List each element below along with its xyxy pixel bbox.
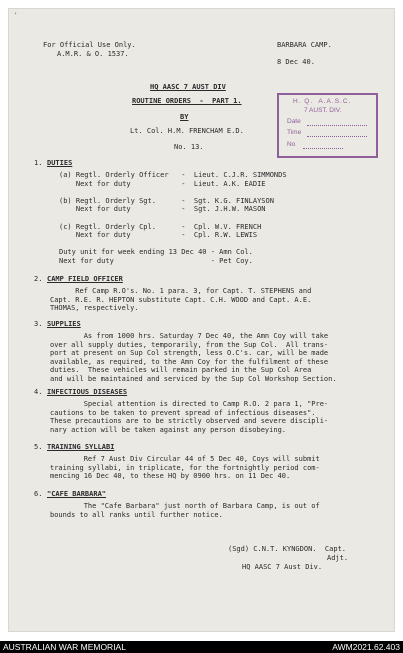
archive-name: AUSTRALIAN WAR MEMORIAL — [3, 642, 126, 652]
section-text-line: Duty unit for week ending 13 Dec 40 - Amn Col. — [59, 248, 253, 257]
section-text-line: Next for duty - Sgt. J.H.W. MASON — [59, 205, 266, 214]
camp-name: BARBARA CAMP. — [277, 41, 332, 49]
section-text-line: nary action will be taken against any person disobeying. — [50, 425, 287, 434]
section-title: "CAFE BARBARA" — [47, 490, 107, 498]
section-text-line: available, as required, to the Amn Coy for the fulfilment of these — [50, 357, 329, 366]
section-text-line: (a) Regtl. Orderly Officer - Lieut. C.J.R. SIMMONDS — [59, 171, 287, 179]
section-text-line: training syllabi, in triplicate, for the fortnightly period com- — [50, 463, 320, 472]
section-number: 1. — [34, 159, 43, 167]
section-text-line: THOMAS, respectively. — [50, 304, 139, 313]
archive-reference: AWM2021.62.403 — [332, 642, 400, 652]
archive-footer — [0, 641, 403, 653]
stamp-division-label: 7 AUST. DIV. — [304, 107, 342, 114]
section-text-line: Next for duty - Lieut. A.K. EADIE — [59, 179, 266, 188]
signature-unit: HQ AASC 7 Aust Div. — [242, 563, 323, 571]
stamp-no-line — [303, 148, 343, 149]
section-number: 4. — [34, 388, 43, 396]
document-date: 8 Dec 40. — [277, 58, 315, 66]
section-title: TRAINING SYLLABI — [47, 443, 115, 451]
section-text-line: Capt. R.E. R. HEPTON substitute Capt. C.H. WOOD and Capt. A.E. — [50, 295, 312, 304]
section-number: 6. — [34, 490, 43, 498]
stamp-time-label: Time — [287, 129, 302, 136]
section-text-line: Ref 7 Aust Div Circular 44 of 5 Dec 40, Coys will submit — [50, 455, 320, 463]
section-text-line: Special attention is directed to Camp R.O. 2 para 1, "Pre- — [50, 400, 329, 408]
stamp-date-label: Date — [287, 118, 301, 125]
section-text-line: and will be maintained and serviced by the Sup Col Workshop Section. — [50, 375, 337, 383]
by-label: BY — [180, 113, 189, 121]
section-text-line: bounds to all ranks until further notice. — [50, 510, 223, 519]
received-stamp — [277, 93, 378, 158]
section-title: DUTIES — [47, 159, 73, 167]
orders-title: ROUTINE ORDERS - PART 1. — [132, 97, 242, 105]
stamp-time-line — [307, 136, 367, 137]
section-text-line: (c) Regtl. Orderly Cpl. - Cpl. W.V. FRENCH — [59, 222, 262, 231]
section-text-line: The "Cafe Barbara" just north of Barbara Camp, is out of — [50, 502, 320, 510]
stamp-no-label: No — [287, 141, 296, 148]
section-text-line: over all supply duties, temporarily, from the Sup Col. All trans- — [50, 340, 329, 349]
section-text-line: These precautions are to be strictly observed and severe discipli- — [50, 417, 329, 426]
stamp-date-line — [307, 125, 367, 126]
signature-line: (Sgd) C.N.T. KYNGDON. Capt. — [228, 545, 347, 553]
section-text-line: cautions to be taken to prevent spread of infectious diseases". — [50, 408, 316, 417]
section-text-line: Ref Camp R.O's. No. 1 para. 3, for Capt. T. STEPHENS and — [50, 287, 312, 295]
section-text-line: Next for duty - Pet Coy. — [59, 257, 253, 265]
section-number: 3. — [34, 320, 43, 328]
order-number: No. 13. — [174, 143, 204, 151]
section-title: INFECTIOUS DISEASES — [47, 388, 128, 396]
section-text-line: mencing 16 Dec 40, to these HQ by 0900 hrs. on 11 Dec 40. — [50, 472, 291, 481]
section-number: 2. — [34, 275, 43, 283]
corner-mark: ' — [14, 12, 18, 19]
unit-heading: HQ AASC 7 AUST DIV — [150, 83, 226, 91]
section-number: 5. — [34, 443, 43, 451]
section-text-line: (b) Regtl. Orderly Sgt. - Sgt. K.G. FINLAYSON — [59, 196, 274, 205]
section-title: SUPPLIES — [47, 320, 81, 328]
stamp-hq-label: H. Q. A.A.S.C. — [293, 98, 352, 105]
official-use-label: For Official Use Only. — [43, 41, 136, 49]
signature-appointment: Adjt. — [327, 554, 349, 562]
section-text-line: Next for duty - Cpl. R.W. LEWIS — [59, 231, 258, 240]
commanding-officer: Lt. Col. H.M. FRENCHAM E.D. — [130, 127, 244, 135]
section-text-line: port at present on Sup Col strength, less O.C's. car, will be made — [50, 349, 329, 358]
section-text-line: duties. These vehicles will remain parked in the Sup Col Area — [50, 366, 312, 375]
section-title: CAMP FIELD OFFICER — [47, 275, 123, 283]
form-number: A.M.R. & O. 1537. — [57, 50, 129, 58]
section-text-line: As from 1000 hrs. Saturday 7 Dec 40, the Amn Coy will take — [50, 332, 329, 340]
